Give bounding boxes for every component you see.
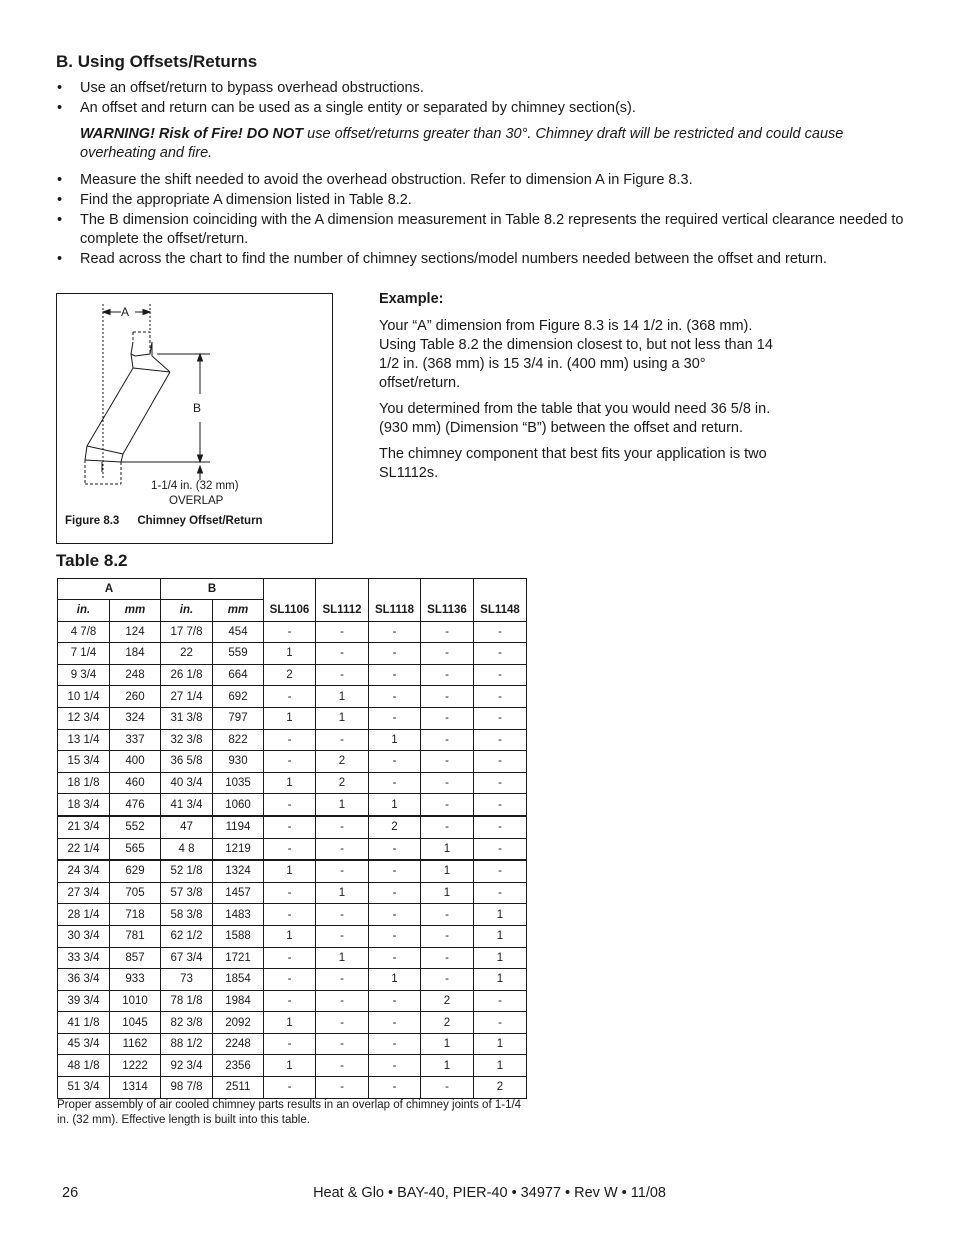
dimension-a-label: A <box>121 305 130 319</box>
offset-return-diagram <box>57 294 334 545</box>
figure-offset-return <box>56 293 333 544</box>
table-cell: - <box>369 1033 421 1055</box>
column-header-model: SL1106 <box>264 579 316 622</box>
table-cell: - <box>474 751 527 773</box>
table-cell: 92 3/4 <box>161 1055 213 1077</box>
table-cell: 1 <box>369 969 421 991</box>
table-cell: 40 3/4 <box>161 772 213 794</box>
table-cell: - <box>264 969 316 991</box>
table-cell: - <box>474 621 527 643</box>
table-cell: - <box>316 838 369 860</box>
table-cell: 1 <box>421 860 474 882</box>
table-cell: - <box>421 904 474 926</box>
table-cell: - <box>369 925 421 947</box>
table-row <box>58 729 527 751</box>
table-cell: - <box>474 707 527 729</box>
column-header-model: SL1112 <box>316 579 369 622</box>
table-row <box>58 860 527 882</box>
column-group-b: B <box>161 579 264 600</box>
table-cell: 1 <box>316 882 369 904</box>
table-cell: 22 1/4 <box>58 838 110 860</box>
table-cell: 45 3/4 <box>58 1033 110 1055</box>
warning-text: use offset/returns greater than 30°. Chimney draft will be restricted and could cause overheating and fire. <box>80 126 844 161</box>
table-cell: 1588 <box>213 925 264 947</box>
table-cell: - <box>264 1077 316 1099</box>
table-cell: 1 <box>474 969 527 991</box>
table-cell: - <box>369 947 421 969</box>
table-cell: - <box>474 860 527 882</box>
table-cell: - <box>369 882 421 904</box>
column-group-a: A <box>58 579 161 600</box>
example-paragraph: Your “A” dimension from Figure 8.3 is 14 1/2 in. (368 mm). Using Table 8.2 the dimension closest to, but not less than 14 1/2 in. (368 mm) is 15 3/4 in. (400 mm) using a 30° offset/return. <box>379 318 773 391</box>
table-cell: 51 3/4 <box>58 1077 110 1099</box>
table-cell: 1 <box>264 772 316 794</box>
table-cell: 692 <box>213 686 264 708</box>
column-header-unit: in. <box>161 600 213 622</box>
table-cell: 1 <box>474 1055 527 1077</box>
table-cell: 797 <box>213 707 264 729</box>
table-cell: 15 3/4 <box>58 751 110 773</box>
table-cell: 781 <box>110 925 161 947</box>
bullet-item: • Read across the chart to find the number of chimney sections/model numbers needed between the offset and return. <box>56 250 906 269</box>
table-cell: 2 <box>421 1012 474 1034</box>
table-cell: - <box>264 838 316 860</box>
table-cell: 41 3/4 <box>161 794 213 816</box>
column-header-unit: mm <box>110 600 161 622</box>
table-cell: 1314 <box>110 1077 161 1099</box>
table-cell: 1324 <box>213 860 264 882</box>
table-cell: 27 1/4 <box>161 686 213 708</box>
table-row <box>58 816 527 838</box>
table-cell: 82 3/8 <box>161 1012 213 1034</box>
table-cell: 930 <box>213 751 264 773</box>
table-cell: - <box>316 925 369 947</box>
table-cell: 2356 <box>213 1055 264 1077</box>
table-row <box>58 643 527 665</box>
warning-lead: WARNING! Risk of Fire! DO NOT <box>80 126 304 142</box>
bullet-list-bottom <box>56 171 906 270</box>
table-cell: - <box>369 621 421 643</box>
table-cell: 30 3/4 <box>58 925 110 947</box>
table-cell: 32 3/8 <box>161 729 213 751</box>
table-cell: 565 <box>110 838 161 860</box>
example-paragraph: You determined from the table that you would need 36 5/8 in. (930 mm) (Dimension “B”) between the offset and return. <box>379 401 771 436</box>
table-cell: 62 1/2 <box>161 925 213 947</box>
table-cell: - <box>316 1012 369 1034</box>
table-cell: 124 <box>110 621 161 643</box>
table-cell: 24 3/4 <box>58 860 110 882</box>
table-cell: - <box>316 1055 369 1077</box>
table-cell: 58 3/8 <box>161 904 213 926</box>
table-cell: 1 <box>421 838 474 860</box>
table-cell: 1 <box>264 1012 316 1034</box>
table-cell: 39 3/4 <box>58 990 110 1012</box>
table-cell: - <box>369 686 421 708</box>
table-cell: 1 <box>264 1055 316 1077</box>
table-cell: 1 <box>264 643 316 665</box>
table-cell: 67 3/4 <box>161 947 213 969</box>
table-cell: - <box>316 904 369 926</box>
table-row <box>58 1033 527 1055</box>
table-cell: 260 <box>110 686 161 708</box>
table-cell: 1219 <box>213 838 264 860</box>
table-cell: - <box>421 925 474 947</box>
page-number: 26 <box>62 1185 79 1201</box>
bullet-item: • Use an offset/return to bypass overhead obstructions. <box>56 79 906 98</box>
table-cell: 822 <box>213 729 264 751</box>
table-cell: - <box>474 1012 527 1034</box>
table-cell: - <box>369 1077 421 1099</box>
table-cell: 36 3/4 <box>58 969 110 991</box>
bullet-item: • Find the appropriate A dimension listed in Table 8.2. <box>56 191 906 210</box>
table-cell: 476 <box>110 794 161 816</box>
table-cell: - <box>474 664 527 686</box>
table-cell: - <box>264 729 316 751</box>
table-cell: 248 <box>110 664 161 686</box>
column-header-unit: in. <box>58 600 110 622</box>
column-header-model: SL1136 <box>421 579 474 622</box>
table-cell: 88 1/2 <box>161 1033 213 1055</box>
table-cell: 1 <box>316 947 369 969</box>
table-cell: 26 1/8 <box>161 664 213 686</box>
table-title: Table 8.2 <box>56 551 128 570</box>
table-cell: 1 <box>264 860 316 882</box>
table-cell: 1 <box>316 794 369 816</box>
example-paragraph: The chimney component that best fits your application is two SL1112s. <box>379 446 767 481</box>
table-cell: 1 <box>474 904 527 926</box>
example-title: Example: <box>379 291 444 307</box>
table-cell: - <box>264 882 316 904</box>
table-cell: - <box>369 838 421 860</box>
table-cell: 2092 <box>213 1012 264 1034</box>
table-cell: 4 8 <box>161 838 213 860</box>
bullet-item: • Measure the shift needed to avoid the overhead obstruction. Refer to dimension A in Figure 8.3. <box>56 171 906 190</box>
table-cell: 559 <box>213 643 264 665</box>
table-cell: 41 1/8 <box>58 1012 110 1034</box>
table-cell: - <box>369 707 421 729</box>
table-cell: 73 <box>161 969 213 991</box>
figure-title: Chimney Offset/Return <box>137 515 263 527</box>
column-header-model: SL1118 <box>369 579 421 622</box>
table-cell: 1 <box>264 707 316 729</box>
offset-return-table <box>57 578 527 1099</box>
table-cell: - <box>474 838 527 860</box>
table-cell: 31 3/8 <box>161 707 213 729</box>
table-cell: 1 <box>369 729 421 751</box>
table-cell: 1194 <box>213 816 264 838</box>
table-cell: 1 <box>474 947 527 969</box>
table-footnote: Proper assembly of air cooled chimney parts results in an overlap of chimney joints of 1-1/4 in. (32 mm). Effective length is built into this table. <box>57 1099 522 1126</box>
table-cell: 17 7/8 <box>161 621 213 643</box>
table-cell: 1483 <box>213 904 264 926</box>
table-row <box>58 1055 527 1077</box>
table-cell: - <box>264 947 316 969</box>
column-header-unit: mm <box>213 600 264 622</box>
table-cell: - <box>316 969 369 991</box>
table-row <box>58 1077 527 1099</box>
table-cell: - <box>316 1077 369 1099</box>
table-cell: 2 <box>369 816 421 838</box>
table-cell: 27 3/4 <box>58 882 110 904</box>
table-cell: 33 3/4 <box>58 947 110 969</box>
table-cell: 460 <box>110 772 161 794</box>
table-cell: 18 3/4 <box>58 794 110 816</box>
table-cell: 2 <box>316 751 369 773</box>
table-cell: 10 1/4 <box>58 686 110 708</box>
table-row <box>58 925 527 947</box>
table-row <box>58 904 527 926</box>
table-cell: 337 <box>110 729 161 751</box>
table-cell: - <box>369 643 421 665</box>
table-cell: 48 1/8 <box>58 1055 110 1077</box>
table-cell: - <box>369 904 421 926</box>
table-cell: - <box>474 643 527 665</box>
table-row <box>58 882 527 904</box>
table-cell: - <box>264 816 316 838</box>
table-cell: - <box>474 794 527 816</box>
table-cell: - <box>316 729 369 751</box>
table-cell: 718 <box>110 904 161 926</box>
table-row <box>58 794 527 816</box>
table-cell: - <box>421 643 474 665</box>
table-cell: 1010 <box>110 990 161 1012</box>
overlap-label-line2: OVERLAP <box>169 495 224 507</box>
table-cell: 1984 <box>213 990 264 1012</box>
table-cell: 664 <box>213 664 264 686</box>
table-cell: - <box>421 729 474 751</box>
table-cell: 324 <box>110 707 161 729</box>
table-cell: 552 <box>110 816 161 838</box>
table-cell: 1 <box>421 882 474 904</box>
table-cell: 454 <box>213 621 264 643</box>
table-cell: 12 3/4 <box>58 707 110 729</box>
table-cell: - <box>421 816 474 838</box>
table-cell: - <box>264 794 316 816</box>
table-cell: - <box>421 751 474 773</box>
dimension-b-label: B <box>193 401 202 415</box>
table-cell: 933 <box>110 969 161 991</box>
table-cell: - <box>264 621 316 643</box>
table-cell: - <box>369 860 421 882</box>
table-cell: 1854 <box>213 969 264 991</box>
table-cell: - <box>474 729 527 751</box>
overlap-label-line1: 1-1/4 in. (32 mm) <box>151 480 239 492</box>
table-row <box>58 838 527 860</box>
table-cell: 1060 <box>213 794 264 816</box>
table-cell: - <box>264 990 316 1012</box>
table-cell: - <box>316 643 369 665</box>
table-row <box>58 772 527 794</box>
table-cell: 2 <box>316 772 369 794</box>
bullet-list-top <box>56 79 906 119</box>
table-cell: - <box>316 860 369 882</box>
table-cell: 9 3/4 <box>58 664 110 686</box>
table-cell: 857 <box>110 947 161 969</box>
table-cell: - <box>421 947 474 969</box>
table-cell: - <box>369 1055 421 1077</box>
table-cell: 1 <box>316 686 369 708</box>
table-cell: 47 <box>161 816 213 838</box>
table-cell: - <box>316 664 369 686</box>
table-cell: - <box>316 816 369 838</box>
section-heading: B. Using Offsets/Returns <box>56 52 258 71</box>
table-cell: 1721 <box>213 947 264 969</box>
table-row <box>58 1012 527 1034</box>
table-cell: - <box>369 772 421 794</box>
table-cell: - <box>264 751 316 773</box>
table-cell: 18 1/8 <box>58 772 110 794</box>
table-cell: - <box>421 969 474 991</box>
table-cell: 2 <box>474 1077 527 1099</box>
table-row <box>58 947 527 969</box>
table-cell: - <box>264 1033 316 1055</box>
column-header-model: SL1148 <box>474 579 527 622</box>
table-row <box>58 707 527 729</box>
table-cell: 36 5/8 <box>161 751 213 773</box>
table-cell: - <box>474 772 527 794</box>
table-cell: 1 <box>421 1055 474 1077</box>
table-cell: - <box>421 772 474 794</box>
table-cell: 1 <box>421 1033 474 1055</box>
table-cell: 2 <box>264 664 316 686</box>
table-cell: - <box>421 621 474 643</box>
table-cell: 1457 <box>213 882 264 904</box>
fire-warning <box>80 125 910 163</box>
example-section <box>379 290 784 490</box>
table-row <box>58 621 527 643</box>
table-cell: 705 <box>110 882 161 904</box>
table-cell: - <box>474 686 527 708</box>
table-cell: 1 <box>474 925 527 947</box>
table-cell: - <box>264 904 316 926</box>
table-cell: - <box>421 664 474 686</box>
document-info: Heat & Glo • BAY-40, PIER-40 • 34977 • Rev W • 11/08 <box>313 1185 666 1201</box>
table-cell: 1 <box>474 1033 527 1055</box>
table-cell: - <box>474 816 527 838</box>
table-cell: - <box>316 990 369 1012</box>
table-cell: 2511 <box>213 1077 264 1099</box>
table-cell: 1162 <box>110 1033 161 1055</box>
table-row <box>58 686 527 708</box>
table-cell: - <box>316 621 369 643</box>
table-cell: 1 <box>316 707 369 729</box>
table-cell: 629 <box>110 860 161 882</box>
table-row <box>58 990 527 1012</box>
table-cell: - <box>421 686 474 708</box>
table-cell: - <box>369 1012 421 1034</box>
table-cell: 2248 <box>213 1033 264 1055</box>
table-cell: - <box>421 1077 474 1099</box>
table-cell: 57 3/8 <box>161 882 213 904</box>
table-cell: 52 1/8 <box>161 860 213 882</box>
table-cell: - <box>316 1033 369 1055</box>
table-cell: 98 7/8 <box>161 1077 213 1099</box>
table-cell: 1222 <box>110 1055 161 1077</box>
table-row <box>58 664 527 686</box>
table-cell: 184 <box>110 643 161 665</box>
table-cell: 1 <box>264 925 316 947</box>
figure-number: Figure 8.3 <box>65 515 120 527</box>
table-cell: 78 1/8 <box>161 990 213 1012</box>
table-cell: 21 3/4 <box>58 816 110 838</box>
table-cell: 22 <box>161 643 213 665</box>
table-cell: - <box>474 882 527 904</box>
table-cell: - <box>369 664 421 686</box>
table-row <box>58 969 527 991</box>
bullet-item: • An offset and return can be used as a single entity or separated by chimney section(s). <box>56 99 906 118</box>
table-cell: 4 7/8 <box>58 621 110 643</box>
table-cell: 1035 <box>213 772 264 794</box>
table-cell: 400 <box>110 751 161 773</box>
table-cell: - <box>421 794 474 816</box>
table-body <box>58 621 527 1098</box>
table-cell: 1045 <box>110 1012 161 1034</box>
table-cell: 7 1/4 <box>58 643 110 665</box>
table-cell: 2 <box>421 990 474 1012</box>
table-cell: - <box>369 751 421 773</box>
table-cell: 28 1/4 <box>58 904 110 926</box>
table-cell: 13 1/4 <box>58 729 110 751</box>
table-cell: 1 <box>369 794 421 816</box>
figure-caption <box>65 515 263 527</box>
table-cell: - <box>369 990 421 1012</box>
table-cell: - <box>474 990 527 1012</box>
table-cell: - <box>421 707 474 729</box>
bullet-item: • The B dimension coinciding with the A dimension measurement in Table 8.2 represents the required vertical clearance needed to complete the offset/return. <box>56 211 906 249</box>
table-cell: - <box>264 686 316 708</box>
table-row <box>58 751 527 773</box>
